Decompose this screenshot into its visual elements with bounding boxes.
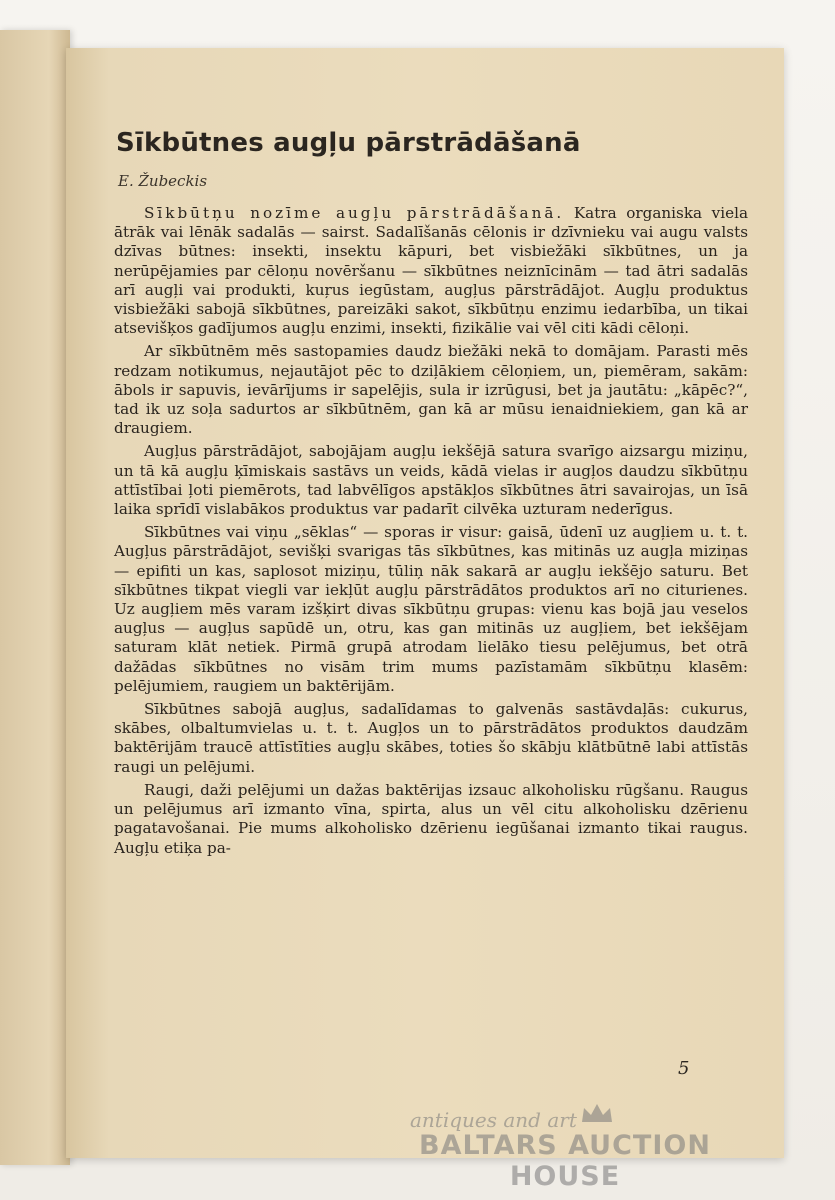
paragraph-lead: Sīkbūtņu nozīme augļu pārstrādāšanā. [144, 204, 565, 222]
paragraph-text: Augļus pārstrādājot, sabojājam augļu iekšējā satura svarīgo aizsargu miziņu, un tā kā augļu ķīmiskais sastāvs un veids, kādā vielas ir augļos daudzu sīkbūtņu attīstībai ļoti piemērots, tad labvēlīgos apstākļos sīkbūtnes ātri savairojas, un īsā laika sprīdī vislabākos produktus var padarīt cilvēka uzturam nederīgus. [114, 442, 748, 519]
paragraph-text: Ar sīkbūtnēm mēs sastopamies daudz biežāki nekā to domājam. Parasti mēs redzam notikumus, nejautājot pēc to dziļākiem cēloņiem, un, piemēram, sakām: ābols ir sapuvis, ievārījums ir sapelējis, sula ir izrūgusi, bet ja jautātu: „kāpēc?“, tad ik uz soļa sadurtos ar sīkbūtnēm, gan kā ar mūsu ienaidniekiem, gan kā ar draugiem. [114, 342, 748, 438]
left-page-edge [0, 30, 70, 1165]
page-number: 5 [678, 1058, 690, 1079]
article-author: E. Žubeckis [118, 172, 208, 190]
watermark [340, 1108, 770, 1192]
paragraph [114, 700, 748, 777]
paragraph [114, 342, 748, 438]
book-page [66, 48, 784, 1158]
watermark-tagline: antiques and art [410, 1108, 577, 1132]
watermark-brand: BALTARS AUCTION HOUSE [419, 1130, 711, 1192]
paragraph-text: Sīkbūtnes sabojā augļus, sadalīdamas to galvenās sastāvdaļās: cukurus, skābes, olbaltumvielas u. t. t. Augļos un to pārstrādātos produktos daudzām baktērijām traucē attīstīties augļu skābes, toties šo skābju klātbūtnē labi attīstās raugi un pelējumi. [114, 700, 748, 776]
paragraph-text: Katra organiska viela ātrāk vai lēnāk sadalās — sairst. Sadalīšanās cēlonis ir dzīvnieku vai augu valsts dzīvas būtnes: insekti, insektu kāpuri, bet visbiežāki sīkbūtnes, un ja nerūpējamies par cēloņu novēršanu — sīkbūtnes neiznīcinām — tad ātri sadalās arī augļi vai produkti, kuŗus iegūstam, augļus pārstrādājot. Augļu produktus visbiežāki sabojā sīkbūtnes, pareizāki sakot, sīkbūtņu enzimu iedarbība, un tikai atsevišķos gadījumos augļu enzimi, insekti, fizikālie vai vēl citi kādi cēloņi. [114, 204, 749, 338]
paragraph-text: Raugi, daži pelējumi un dažas baktērijas izsauc alkoholisku rūgšanu. Raugus un pelējumus arī izmanto vīna, spirta, alus un vēl citu alkoholisku dzērienu pagatavošanai. Pie mums alkoholisko dzērienu iegūšanai izmanto tikai raugus. Augļu etiķa pa- [114, 780, 748, 857]
paragraph-text: Sīkbūtnes vai viņu „sēklas“ — sporas ir visur: gaisā, ūdenī uz augļiem u. t. t. Augļus pārstrādājot, sevišķi svarigas tās sīkbūtnes, kas mitinās uz augļa miziņas — epifiti un kas, saplosot miziņu, tūliņ nāk sakarā ar augļu iekšējo saturu. Bet sīkbūtnes tikpat viegli var iekļūt augļu pārstrādātos produktos arī no citurienes. Uz augļiem mēs varam izšķirt divas sīkbūtņu grupas: vienu kas bojā jau veselos augļus — augļus sapūdē un, otru, kas gan mitinās uz augļiem, bet iekšējam saturam klāt netiek. Pirmā grupā atrodam lielāko tiesu pelējumus, bet otrā dažādas sīkbūtnes no visām trim mums pazīstamām sīkbūtņu klasēm: pelējumiem, raugiem un baktērijām. [114, 523, 748, 695]
article-body [114, 204, 748, 862]
crown-icon [580, 1102, 614, 1124]
paragraph [114, 781, 748, 858]
paragraph [114, 442, 748, 519]
paragraph [114, 204, 748, 338]
article-title: Sīkbūtnes augļu pārstrādāšanā [116, 128, 581, 158]
paragraph [114, 523, 748, 696]
